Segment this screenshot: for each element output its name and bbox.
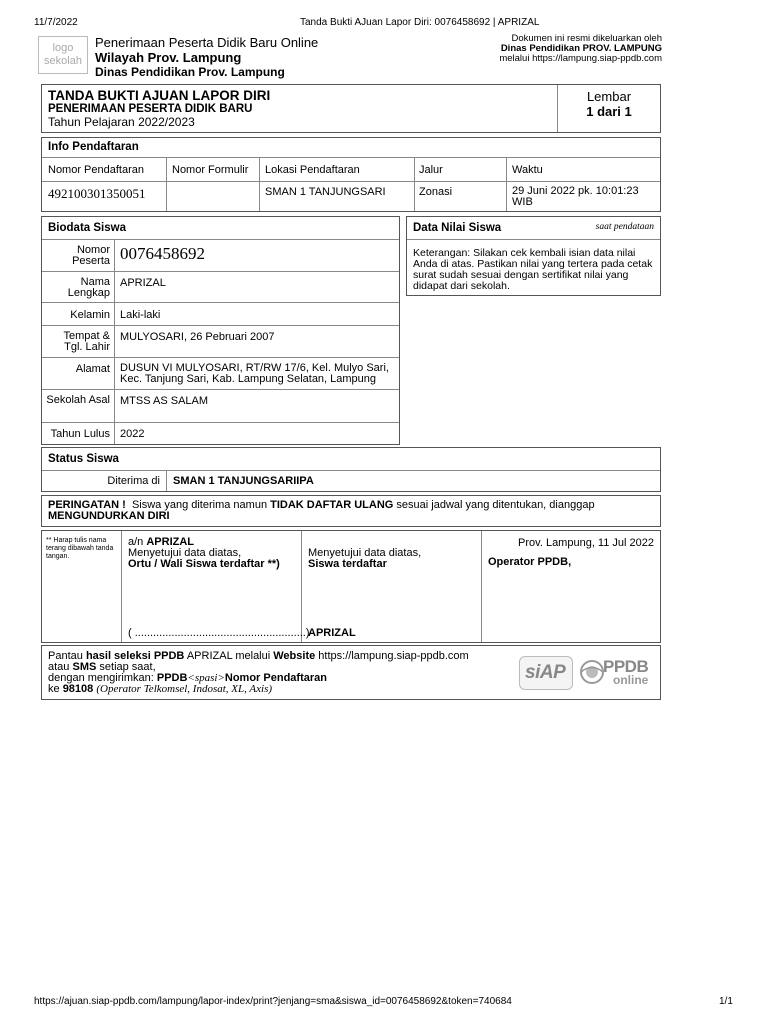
status-label: Diterima di xyxy=(107,475,160,487)
parent-line-2: Ortu / Wali Siswa terdaftar **) xyxy=(128,558,280,570)
footer-b2: Website xyxy=(273,650,316,662)
biodata-value-nomor-peserta: 0076458692 xyxy=(120,244,205,263)
sheet-indicator xyxy=(569,89,649,119)
online-logo-text: online xyxy=(613,673,649,687)
ppdb-logo-text: PPDB xyxy=(603,657,649,676)
nomor-pendaftaran-value: 492100301350051 xyxy=(48,186,146,201)
biodata-label-kelamin: Kelamin xyxy=(70,309,110,321)
org-line-3: Dinas Pendidikan Prov. Lampung xyxy=(95,65,285,79)
footer-b4: PPDB xyxy=(156,672,188,684)
biodata-label-nomor-peserta: Nomor Peserta xyxy=(72,244,110,267)
sheet-value: 1 dari 1 xyxy=(586,104,632,119)
signature-note: ** Harap tulis nama terang dibawah tanda tangan. xyxy=(46,537,114,560)
info-header-4: Jalur xyxy=(419,164,443,176)
biodata-value-tahun-lulus: 2022 xyxy=(120,428,145,440)
warning-box xyxy=(41,495,661,527)
biodata-label-sekolah: Sekolah Asal xyxy=(46,394,110,406)
info-header-3: Lokasi Pendaftaran xyxy=(265,164,360,176)
footer-t6: ke xyxy=(48,683,60,695)
place-date: Prov. Lampung, 11 Jul 2022 xyxy=(518,537,654,549)
sheet-label: Lembar xyxy=(586,89,632,104)
biodata-heading: Biodata Siswa xyxy=(48,222,126,234)
biodata-value-kelamin: Laki-laki xyxy=(120,309,161,321)
official-note xyxy=(499,34,662,64)
parent-blank-name: ( ........................................................) xyxy=(128,627,310,639)
logo-text-2: sekolah xyxy=(44,55,82,67)
biodata-box xyxy=(41,216,400,445)
biodata-label-nama: Nama Lengkap xyxy=(67,276,110,299)
info-heading: Info Pendaftaran xyxy=(48,141,139,153)
nilai-text: Keterangan: Silakan cek kembali isian data nilai Anda di atas. Pastikan nilai yang tertera pada cetak surat sudah sesuai dengan sertifikat nilai yang didapat dari sekolah. xyxy=(413,247,653,292)
biodata-label-tahun-lulus: Tahun Lulus xyxy=(50,428,110,440)
official-line-1: Dokumen ini resmi dikeluarkan oleh xyxy=(511,33,662,44)
print-date: 11/7/2022 xyxy=(34,17,78,28)
siap-logo-text: siAP xyxy=(525,662,566,683)
official-line-3: melalui https://lampung.siap-ppdb.com xyxy=(499,53,662,64)
status-heading: Status Siswa xyxy=(48,453,119,465)
status-value: SMAN 1 TANJUNGSARIIPA xyxy=(173,475,314,487)
footer-t5: dengan mengirimkan: xyxy=(48,672,154,684)
info-header-5: Waktu xyxy=(512,164,543,176)
warning-text xyxy=(48,500,648,522)
footer-b6: 98108 xyxy=(62,683,94,695)
biodata-value-alamat: DUSUN VI MULYOSARI, RT/RW 17/6, Kel. Mulyo Sari, Kec. Tanjung Sari, Kab. Lampung Selatan, Lampung xyxy=(120,362,389,385)
student-line-2: Siswa terdaftar xyxy=(308,558,387,570)
footer-b3: SMS xyxy=(72,661,97,673)
doc-subtitle: PENERIMAAN PESERTA DIDIK BARU xyxy=(48,103,253,115)
school-logo-placeholder xyxy=(38,36,88,74)
footer-info-box xyxy=(41,645,661,700)
ppdb-emblem-icon xyxy=(579,659,605,685)
biodata-value-ttl: MULYOSARI, 26 Pebruari 2007 xyxy=(120,331,275,343)
footer-b1: hasil seleksi PPDB xyxy=(85,650,185,662)
biodata-value-nama: APRIZAL xyxy=(120,277,166,289)
student-name: APRIZAL xyxy=(308,627,356,639)
parent-name: APRIZAL xyxy=(146,536,195,548)
org-line-2: Wilayah Prov. Lampung xyxy=(95,50,242,65)
official-line-2: Dinas Pendidikan PROV. LAMPUNG xyxy=(500,43,662,54)
org-line-1: Penerimaan Peserta Didik Baru Online xyxy=(95,35,319,50)
doc-year: Tahun Pelajaran 2022/2023 xyxy=(48,115,195,129)
biodata-label-alamat: Alamat xyxy=(75,363,110,375)
footer-b5: Nomor Pendaftaran xyxy=(224,672,327,684)
parent-line-1: Menyetujui data diatas, xyxy=(128,547,242,559)
signature-box xyxy=(41,530,661,643)
jalur-value: Zonasi xyxy=(419,186,453,198)
waktu-value: 29 Juni 2022 pk. 10:01:23 WIB xyxy=(512,185,639,208)
logo-text-1: logo xyxy=(52,42,74,54)
status-box xyxy=(41,447,661,492)
biodata-label-ttl: Tempat & Tgl. Lahir xyxy=(63,330,110,353)
print-page-number: 1/1 xyxy=(719,996,733,1007)
warning-bold-2: MENGUNDURKAN DIRI xyxy=(48,510,170,522)
biodata-value-sekolah: MTSS AS SALAM xyxy=(120,395,209,407)
warning-lead: PERINGATAN ! xyxy=(48,499,126,511)
print-url: https://ajuan.siap-ppdb.com/lampung/lapor-index/print?jenjang=sma&siswa_id=0076458692&token=740684 xyxy=(34,996,512,1007)
lokasi-value: SMAN 1 TANJUNGSARI xyxy=(265,186,386,198)
footer-info-text xyxy=(48,651,488,695)
info-pendaftaran-box xyxy=(41,137,661,212)
footer-t4: setiap saat, xyxy=(99,661,156,673)
org-header xyxy=(95,35,318,79)
info-header-2: Nomor Formulir xyxy=(172,164,249,176)
warning-text-1: Siswa yang diterima namun xyxy=(131,499,268,511)
warning-bold-1: TIDAK DAFTAR ULANG xyxy=(270,499,394,511)
student-line-1: Menyetujui data diatas, xyxy=(308,547,422,559)
warning-text-2: sesuai jadwal yang ditentukan, dianggap xyxy=(396,499,595,511)
nilai-box xyxy=(406,216,661,296)
siap-logo xyxy=(519,656,573,690)
nilai-heading: Data Nilai Siswa xyxy=(413,222,502,234)
footer-t2: APRIZAL melalui xyxy=(186,650,271,662)
print-title: Tanda Bukti AJuan Lapor Diri: 0076458692 | APRIZAL xyxy=(300,17,540,28)
nilai-note: saat pendataan xyxy=(595,222,654,232)
doc-title-box xyxy=(41,84,661,133)
footer-i1: <spasi> xyxy=(187,672,225,684)
parent-prefix: a/n xyxy=(128,536,144,548)
info-header-1: Nomor Pendaftaran xyxy=(48,164,144,176)
footer-t3: https://lampung.siap-ppdb.com atau xyxy=(48,650,469,673)
ppdb-online-logo xyxy=(579,655,659,693)
student-signature-block xyxy=(308,548,421,570)
parent-signature-block xyxy=(128,537,280,570)
operator-label: Operator PPDB, xyxy=(488,556,572,568)
footer-i2: (Operator Telkomsel, Indosat, XL, Axis) xyxy=(96,683,273,695)
footer-t1: Pantau xyxy=(48,650,83,662)
doc-title: TANDA BUKTI AJUAN LAPOR DIRI xyxy=(48,88,271,103)
